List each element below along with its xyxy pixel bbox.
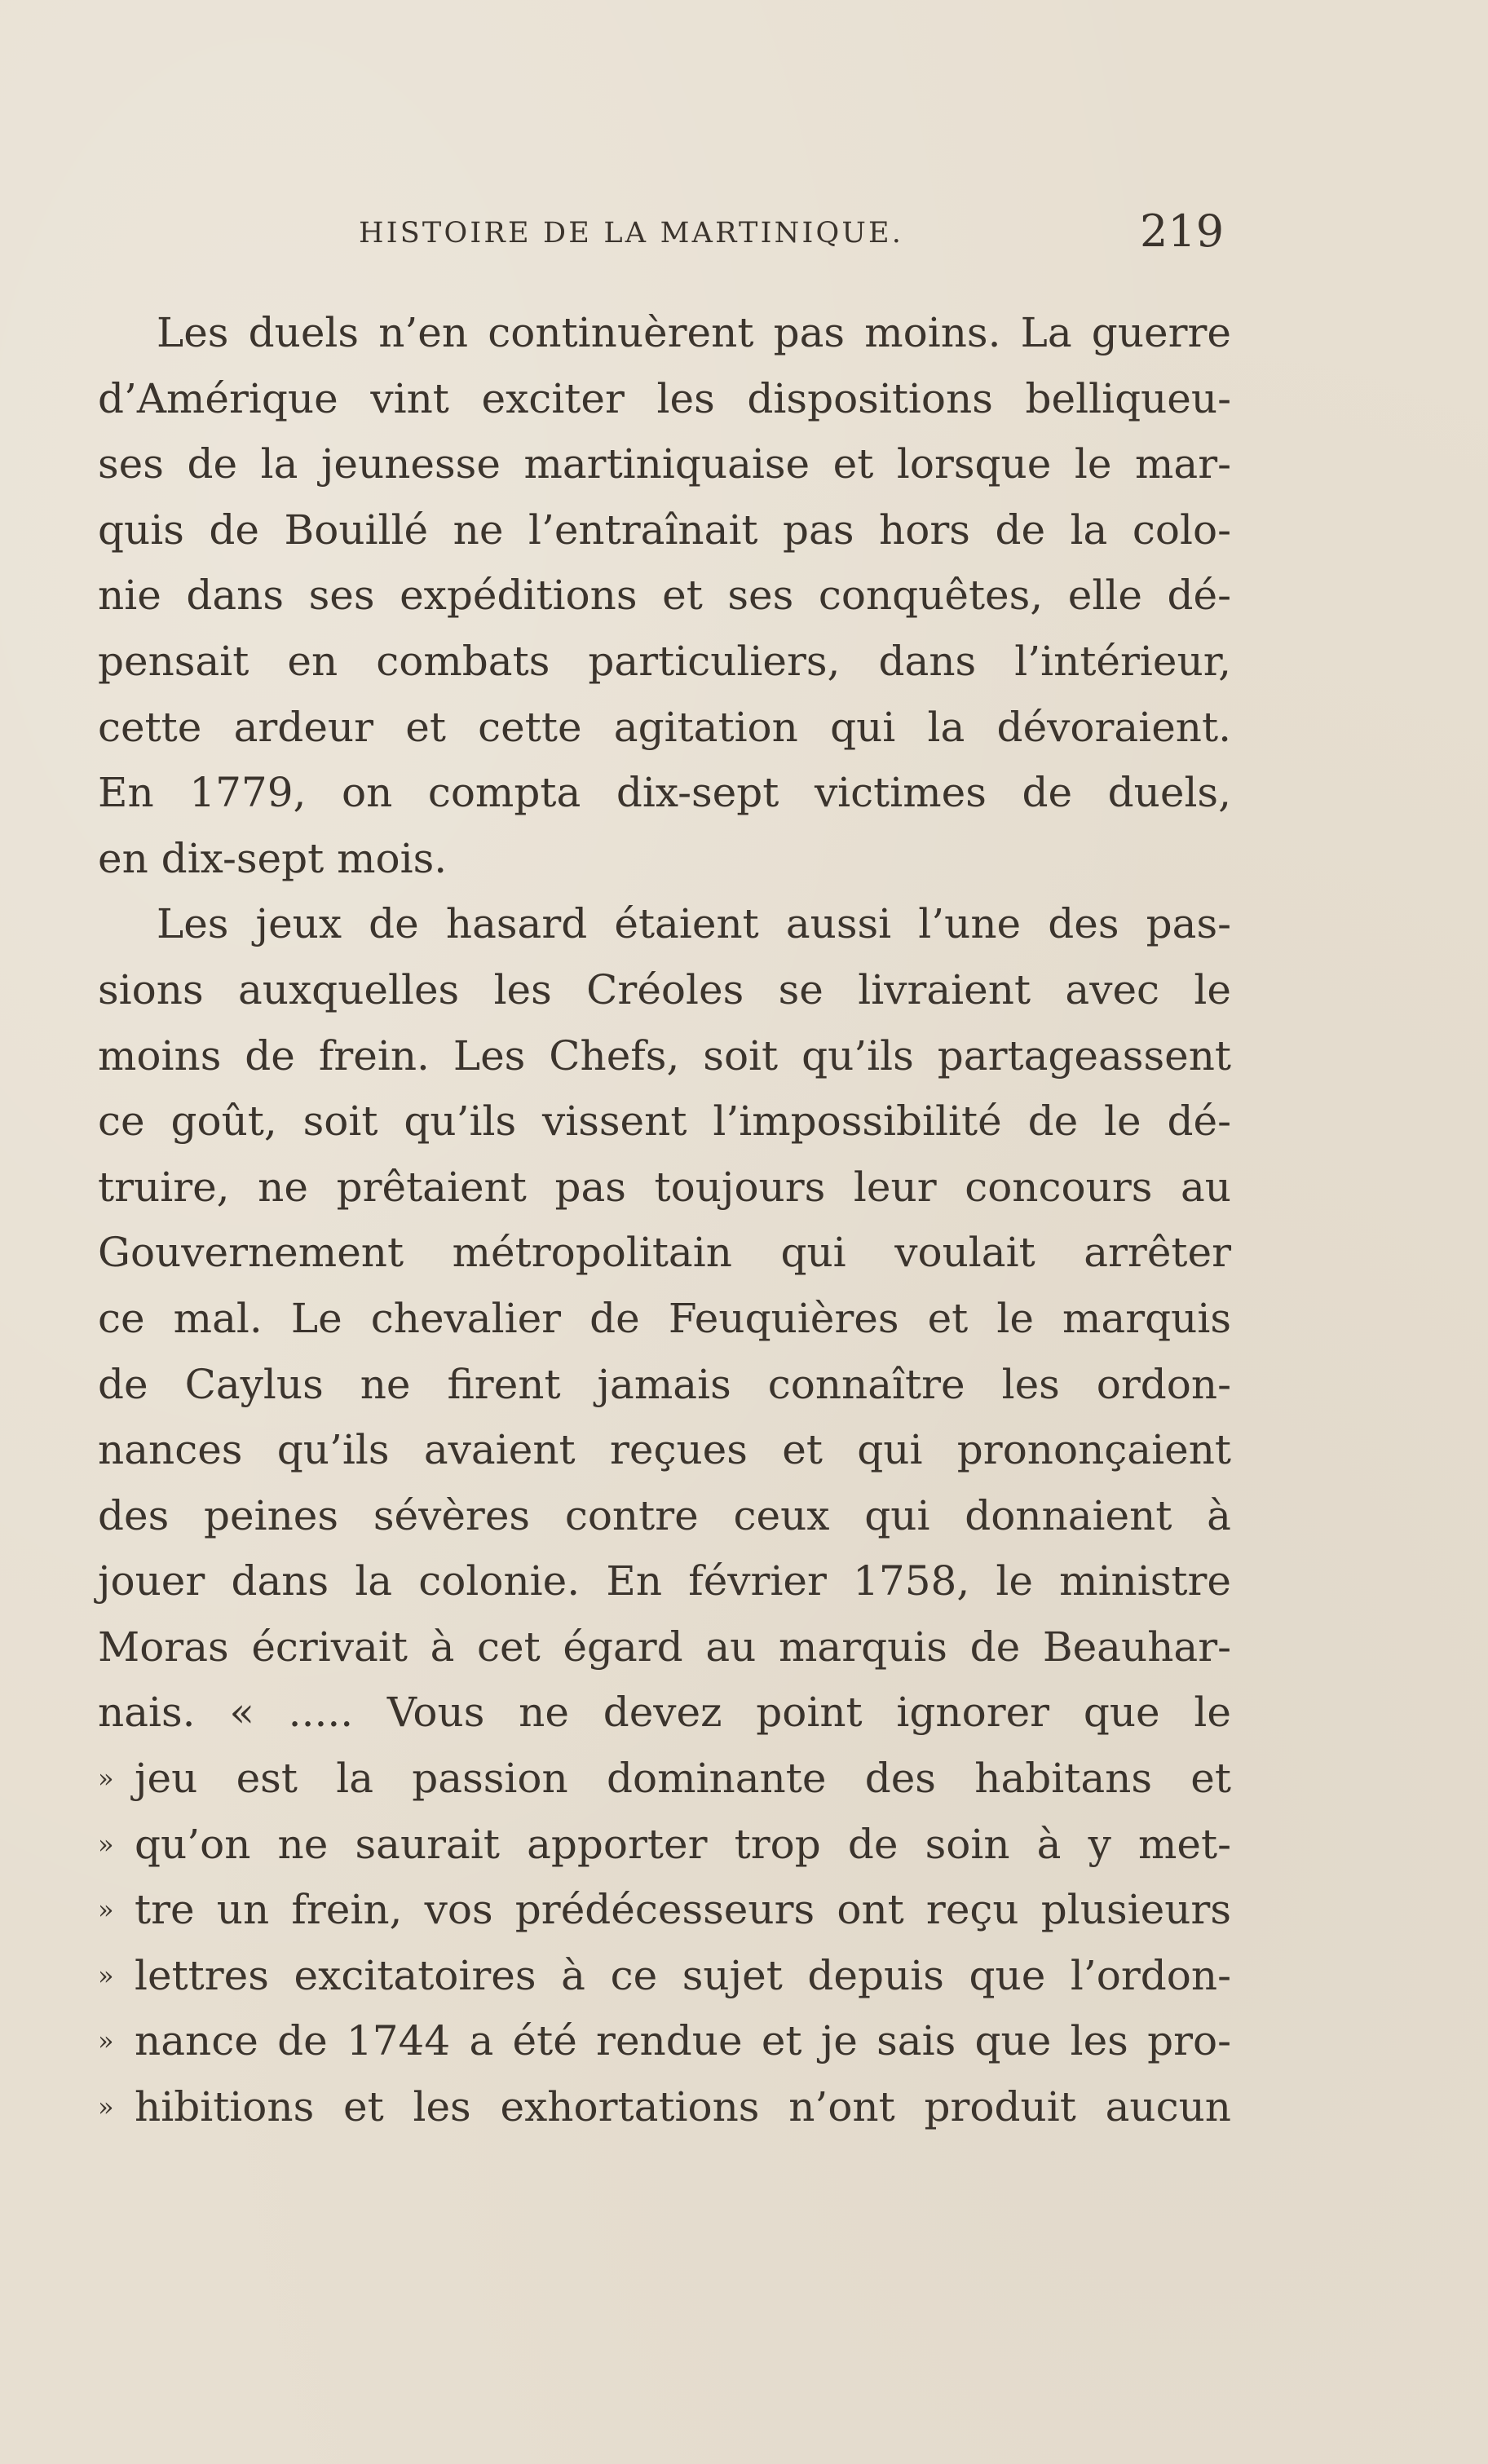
text-line-content: ses de la jeunesse martiniquaise et lorsque le mar-: [98, 440, 1231, 488]
text-line-content: en dix-sept mois.: [98, 834, 448, 882]
text-line: [98, 2074, 1231, 2140]
text-line-content: Moras écrivait à cet égard au marquis de Beauhar-: [98, 1623, 1231, 1671]
text-line-content: ce goût, soit qu’ils vissent l’impossibilité de le dé-: [98, 1097, 1231, 1146]
text-line-content: moins de frein. Les Chefs, soit qu’ils partageassent: [98, 1031, 1231, 1080]
text-line: [98, 1352, 1231, 1418]
text-line-content: des peines sévères contre ceux qui donnaient à: [98, 1491, 1231, 1539]
text-line: [98, 300, 1231, 366]
text-line: [98, 497, 1231, 563]
text-line-content: pensait en combats particuliers, dans l’intérieur,: [98, 637, 1231, 685]
quote-mark: »: [98, 2091, 114, 2123]
text-line: [98, 366, 1231, 432]
text-line-content: jouer dans la colonie. En février 1758, le ministre: [98, 1557, 1231, 1605]
text-line: [98, 826, 1231, 892]
text-line: [98, 1548, 1231, 1614]
text-line: [98, 1877, 1231, 1943]
text-line-content: nances qu’ils avaient reçues et qui prononçaient: [98, 1426, 1231, 1474]
quote-mark: »: [98, 1959, 114, 1991]
text-line-content: de Caylus ne firent jamais connaître les ordon-: [98, 1360, 1231, 1408]
quote-mark: »: [98, 2025, 114, 2057]
text-line-content: ce mal. Le chevalier de Feuquières et le marquis: [98, 1294, 1231, 1342]
text-line: [98, 431, 1231, 497]
text-line: [98, 1943, 1231, 2009]
text-line-content: quis de Bouillé ne l’entraînait pas hors de la colo-: [98, 506, 1231, 554]
text-line: [98, 1614, 1231, 1680]
text-line-content: truire, ne prêtaient pas toujours leur concours au: [98, 1163, 1231, 1211]
text-line-content: tre un frein, vos prédécesseurs ont reçu plusieurs: [135, 1886, 1231, 1934]
quote-mark: »: [98, 1894, 114, 1926]
text-line: [98, 1023, 1231, 1089]
text-line-content: sions auxquelles les Créoles se livraient avec le: [98, 965, 1231, 1013]
text-line: [98, 1155, 1231, 1221]
text-line-content: nie dans ses expéditions et ses conquêtes, elle dé-: [98, 572, 1231, 620]
text-line: [98, 1417, 1231, 1483]
text-line: [98, 1088, 1231, 1155]
text-line: [98, 563, 1231, 629]
quote-mark: »: [98, 1763, 114, 1795]
text-line-content: Gouvernement métropolitain qui voulait arrêter: [98, 1229, 1231, 1277]
text-line: [98, 957, 1231, 1023]
text-line: [98, 2008, 1231, 2074]
page-number: 219: [1140, 205, 1225, 257]
text-line: [98, 1220, 1231, 1286]
text-line: [98, 891, 1231, 957]
text-line-content: Les duels n’en continuèrent pas moins. La guerre: [157, 309, 1231, 356]
text-line: [98, 695, 1231, 761]
text-line: [98, 1746, 1231, 1812]
text-line-content: nais. « ..... Vous ne devez point ignorer que le: [98, 1689, 1231, 1737]
text-line-content: cette ardeur et cette agitation qui la dévoraient.: [98, 703, 1231, 751]
text-line: [98, 1812, 1231, 1878]
text-line-content: Les jeux de hasard étaient aussi l’une des pas-: [157, 900, 1231, 948]
text-line: [98, 1483, 1231, 1549]
text-line-content: qu’on ne saurait apporter trop de soin à y met-: [135, 1820, 1231, 1868]
text-line: [98, 1680, 1231, 1746]
text-line-content: nance de 1744 a été rendue et je sais que les pro-: [135, 2017, 1231, 2065]
body-text: [98, 300, 1231, 2140]
text-line: [98, 760, 1231, 826]
text-line-content: lettres excitatoires à ce sujet depuis que l’ordon-: [135, 1951, 1231, 1999]
text-line: [98, 1286, 1231, 1352]
quote-mark: »: [98, 1828, 114, 1860]
text-line-content: d’Amérique vint exciter les dispositions belliqueu-: [98, 374, 1231, 422]
text-line-content: En 1779, on compta dix-sept victimes de duels,: [98, 769, 1231, 817]
text-line-content: hibitions et les exhortations n’ont produit aucun: [135, 2083, 1231, 2131]
text-line: [98, 629, 1231, 695]
text-line-content: jeu est la passion dominante des habitans et: [135, 1755, 1231, 1803]
running-title: HISTOIRE DE LA MARTINIQUE.: [359, 217, 904, 249]
